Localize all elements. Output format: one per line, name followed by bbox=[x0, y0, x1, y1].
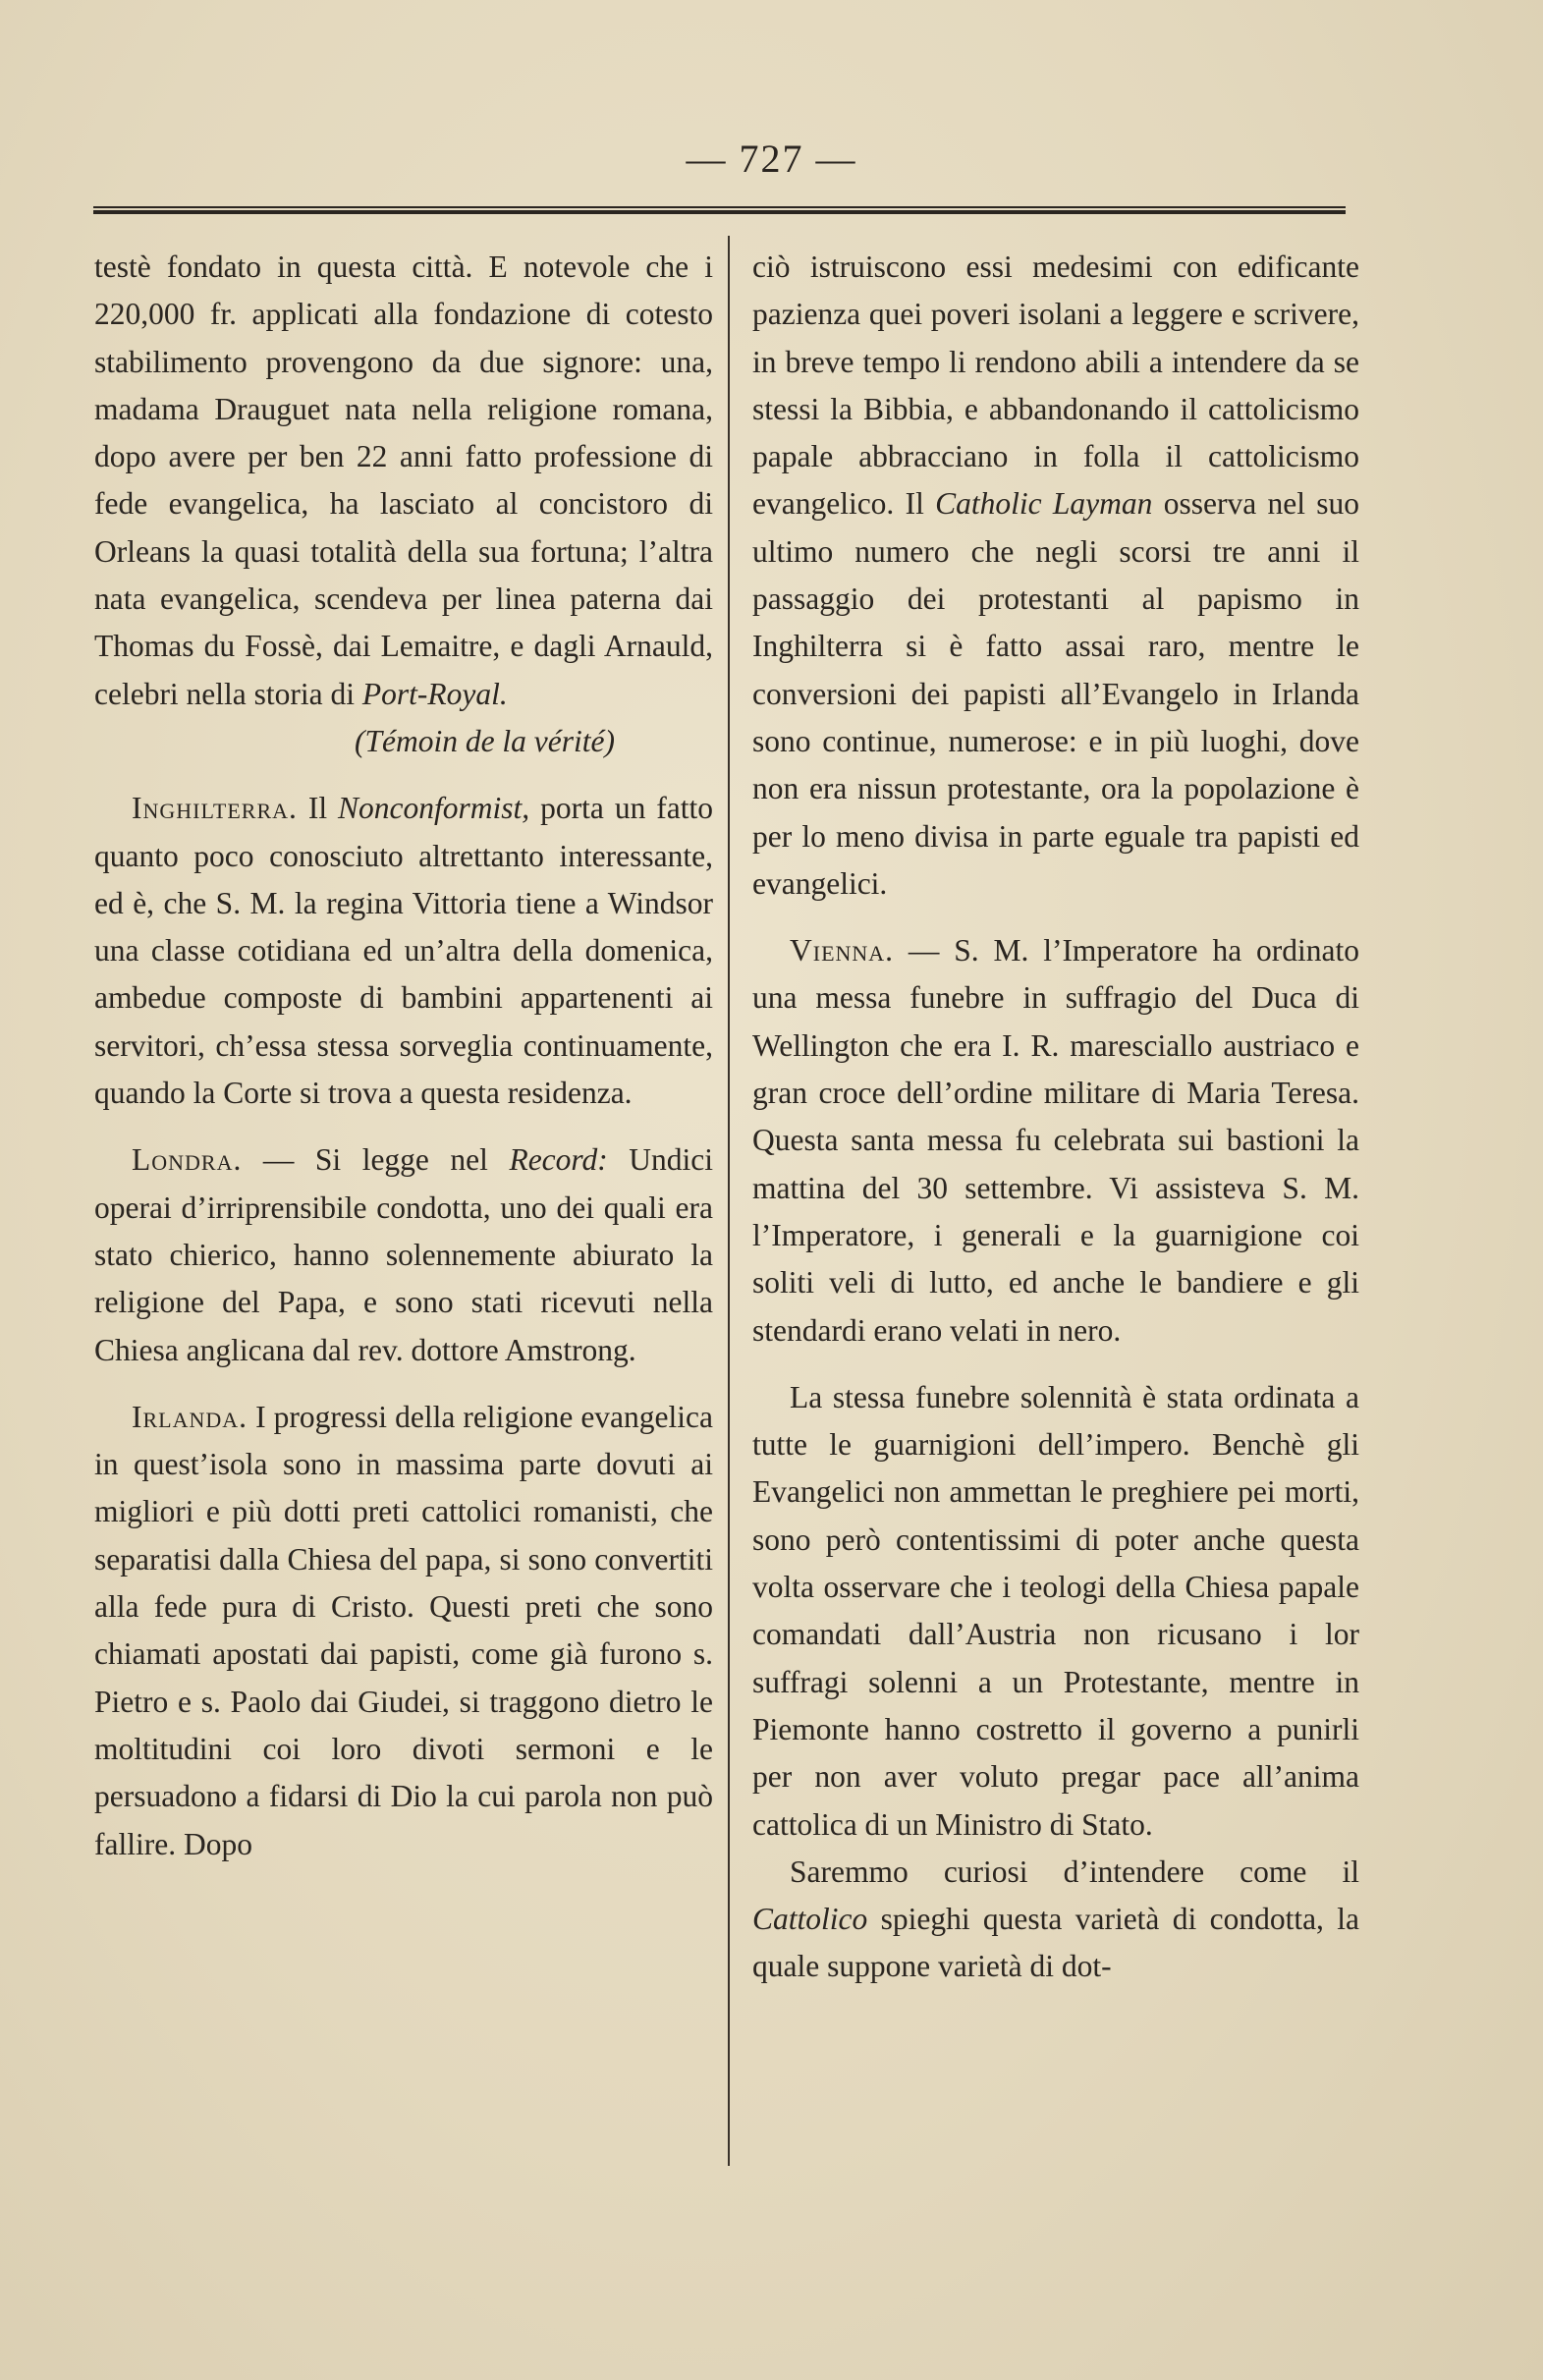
paragraph-vienna: Vienna. — S. M. l’Imperatore ha ordinato una messa funebre in suffragio del Duca di Wellington che era I. R. maresciallo austriaco e gran croce dell’ordine militare di Maria Teresa. Questa santa messa fu celebrata sui bastioni la mattina del 30 settembre. Vi assisteva S. M. l’Imperatore, i generali e la guarnigione coi soliti veli di lutto, ed anche le bandiere e gli stendardi erano velati in nero. bbox=[752, 933, 1359, 1348]
paragraph-irlanda: Irlanda. I progressi della religione evangelica in quest’isola sono in massima parte dovuti ai migliori e più dotti preti cattolici romanisti, che separatisi dalla Chiesa del papa, si sono convertiti alla fede pura di Cristo. Questi preti che sono chiamati apostati dai papisti, come già furono s. Pietro e s. Paolo dai Giudei, si traggono dietro le moltitudini coi loro divoti sermoni e le persuadono a fidarsi di Dio la cui parola non può fallire. Dopo bbox=[94, 1399, 713, 1861]
paragraph-orleans: testè fondato in questa città. E notevole che i 220,000 fr. applicati alla fondazione di cotesto stabilimento provengono da due signore: una, madama Drauguet nata nella religione romana, dopo avere per ben 22 anni fatto professione di fede evangelica, ha lasciato al concistoro di Orleans la quasi totalità della sua fortuna; l’altra nata evangelica, scendeva per linea paterna dai Thomas du Fossè, dai Lemaitre, e dagli Arnauld, celebri nella storia di Port-Royal. bbox=[94, 249, 713, 711]
right-column bbox=[752, 244, 1359, 1991]
page-number: — 727 — bbox=[686, 137, 857, 181]
paragraph-inghilterra: Inghilterra. Il Nonconformist, porta un fatto quanto poco conosciuto altrettanto interessante, ed è, che S. M. la regina Vittoria tiene a Windsor una classe cotidiana ed un’altra della domenica, ambedue composte di bambini appartenenti ai servitori, ch’essa stessa sorveglia continuamente, quando la Corte si trova a questa residenza. bbox=[94, 791, 713, 1111]
source-signature: (Témoin de la vérité) bbox=[354, 723, 615, 758]
paragraph-irlanda-continued: ciò istruiscono essi medesimi con edificante pazienza quei poveri isolani a leggere e scrivere, in breve tempo li rendono abili a intendere da se stessi la Bibbia, e abbandonando il cattolicismo papale abbracciano in folla il cattolicismo evangelico. Il Catholic Layman osserva nel suo ultimo numero che negli scorsi tre anni il passaggio dei protestanti al papismo in Inghilterra si è fatto assai raro, mentre le conversioni dei papisti all’Evangelo in Irlanda sono continue, numerose: e in più luoghi, dove non era nissun protestante, ora la popolazione è per lo meno divisa in parte eguale tra papisti ed evangelici. bbox=[752, 249, 1359, 901]
section-heading: Vienna. bbox=[790, 933, 895, 969]
paragraph-londra: Londra. — Si legge nel Record: Undici operai d’irriprensibile condotta, uno dei quali era stato chierico, hanno solennemente abiurato la religione del Papa, e sono stati ricevuti nella Chiesa anglicana dal rev. dottore Amstrong. bbox=[94, 1142, 714, 1367]
paragraph-cattolico: Saremmo curiosi d’intendere come il Cattolico spieghi questa varietà di condotta, la quale suppone varietà di dot- bbox=[752, 1854, 1359, 1984]
left-column bbox=[94, 244, 713, 1868]
port-royal-italic: Port-Royal. bbox=[361, 676, 508, 711]
section-heading: Londra. bbox=[132, 1142, 243, 1178]
section-heading: Irlanda. bbox=[132, 1399, 248, 1434]
column-divider bbox=[728, 236, 730, 2166]
paragraph-funebre: La stessa funebre solennità è stata ordinata a tutte le guarnigioni dell’impero. Benchè gli Evangelici non ammettan le preghiere pei morti, sono però contentissimi di poter anche questa volta osservare che i teologi della Chiesa papale comandati dall’Austria non ricusano i lor suffragi solenni a un Protestante, mentre in Piemonte hanno costretto il governo a punirli per non aver voluto pregar pace all’anima cattolica di un Ministro di Stato. bbox=[752, 1379, 1359, 1842]
header-rule bbox=[93, 206, 1346, 214]
section-heading: Inghilterra. bbox=[132, 791, 298, 826]
